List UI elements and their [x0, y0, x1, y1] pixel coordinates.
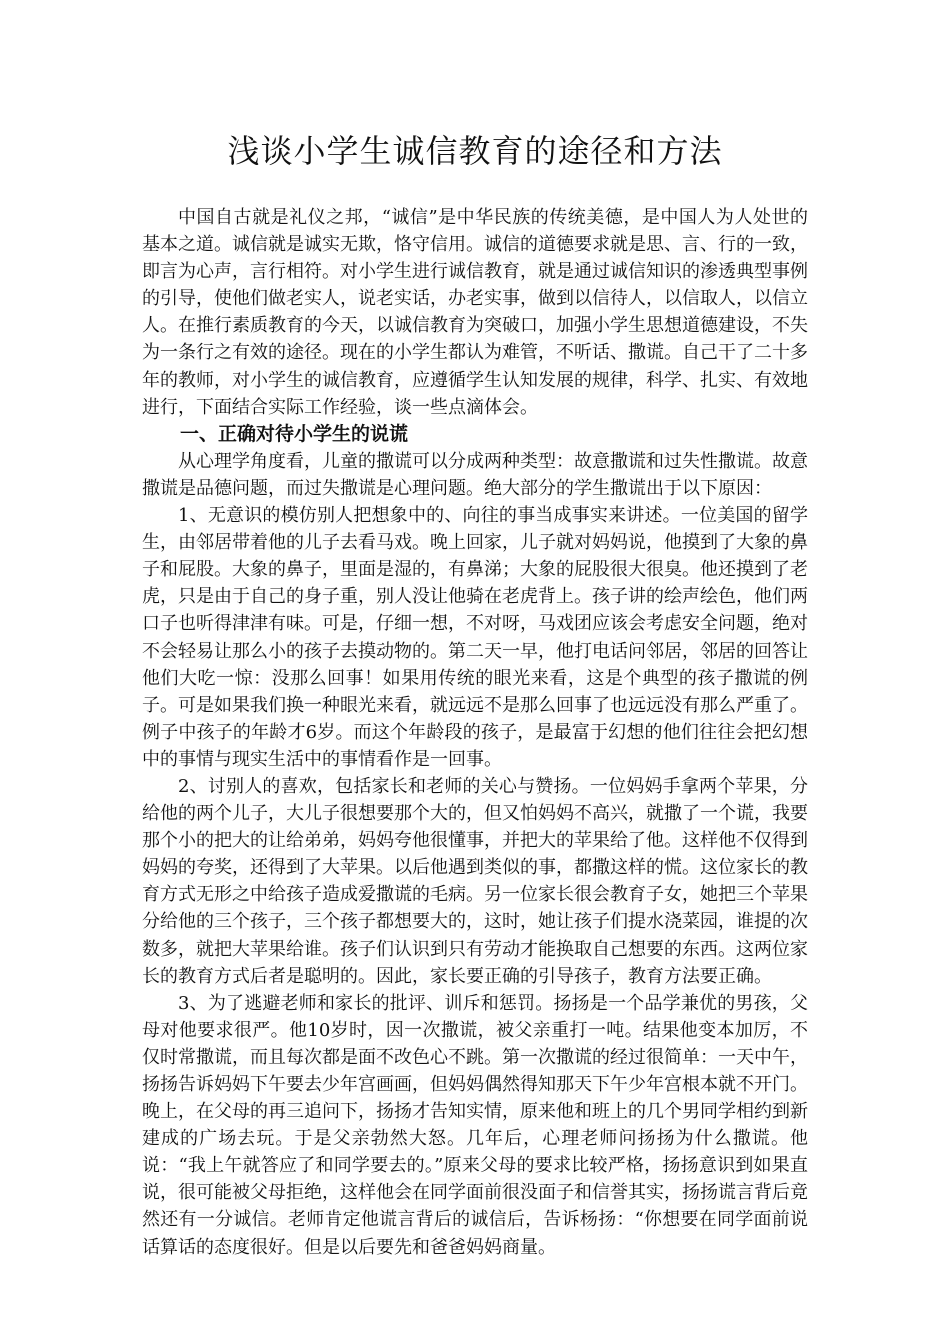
section-paragraph-2: 1、无意识的模仿别人把想象中的、向往的事当成事实来讲述。一位美国的留学生，由邻居带着他的儿子去看马戏。晚上回家，儿子就对妈妈说，他摸到了大象的鼻子和屁股。大象的鼻子，里面是湿的，有鼻涕；大象的屁股很大很臭。他还摸到了老虎，只是由于自己的身子重，别人没让他骑在老虎背上。孩子讲的绘声绘色，他们两口子也听得津津有味。可是，仔细一想，不对呀，马戏团应该会考虑安全问题，绝对不会轻易让那么小的孩子去摸动物的。第二天一早，他打电话问邻居，邻居的回答让他们大吃一惊：没那么回事！如果用传统的眼光来看，这是个典型的孩子撒谎的例子。可是如果我们换一种眼光来看，就远远不是那么回事了也远远没有那么严重了。例子中孩子的年龄才6岁。而这个年龄段的孩子，是最富于幻想的他们往往会把幻想中的事情与现实生活中的事情看作是一回事。: [142, 505, 808, 770]
section-paragraph-1: 从心理学角度看，儿童的撒谎可以分成两种类型：故意撒谎和过失性撒谎。故意撒谎是品德问题，而过失撒谎是心理问题。绝大部分的学生撒谎出于以下原因：: [142, 450, 808, 499]
section-paragraph-4: 3、为了逃避老师和家长的批评、训斥和惩罚。扬扬是一个品学兼优的男孩，父母对他要求很严。他10岁时，因一次撒谎，被父亲重打一吨。结果他变本加厉，不仅时常撒谎，而且每次都是面不改色心不跳。第一次撒谎的经过很简单：一天中午，扬扬告诉妈妈下午要去少年宫画画，但妈妈偶然得知那天下午少年宫根本就不开门。晚上，在父母的再三追问下，扬扬才告知实情，原来他和班上的几个男同学相约到新建成的广场去玩。于是父亲勃然大怒。几年后，心理老师问扬扬为什么撒谎。他说：“我上午就答应了和同学要去的。”原来父母的要求比较严格，扬扬意识到如果直说，很可能被父母拒绝，这样他会在同学面前很没面子和信誉其实，扬扬谎言背后竟然还有一分诚信。老师肯定他谎言背后的诚信后，告诉杨扬：“你想要在同学面前说话算话的态度很好。但是以后要先和爸爸妈妈商量。: [142, 992, 808, 1258]
intro-paragraph: 中国自古就是礼仪之邦，“诚信”是中华民族的传统美德，是中国人为人处世的基本之道。诚信就是诚实无欺，恪守信用。诚信的道德要求就是思、言、行的一致，即言为心声，言行相符。对小学生进行诚信教育，就是通过诚信知识的渗透典型事例的引导，使他们做老实人，说老实话，办老实事，做到以信待人，以信取人，以信立人。在推行素质教育的今天，以诚信教育为突破口，加强小学生思想道德建设，不失为一条行之有效的途径。现在的小学生都认为难管，不听话、撒谎。自己干了二十多年的教师，对小学生的诚信教育，应遵循学生认知发展的规律，科学、扎实、有效地进行，下面结合实际工作经验，谈一些点滴体会。: [142, 207, 808, 418]
document-title: 浅谈小学生诚信教育的途径和方法: [227, 132, 723, 170]
section-heading: 一、正确对待小学生的说谎: [180, 422, 409, 445]
section-paragraph-3: 2、讨别人的喜欢，包括家长和老师的关心与赞扬。一位妈妈手拿两个苹果，分给他的两个儿子，大儿子很想要那个大的，但又怕妈妈不高兴，就撒了一个谎，我要那个小的把大的让给弟弟，妈妈夸他很懂事，并把大的苹果给了他。这样他不仅得到妈妈的夸奖，还得到了大苹果。以后他遇到类似的事，都撒这样的慌。这位家长的教育方式无形之中给孩子造成爱撒谎的毛病。另一位家长很会教育子女，她把三个苹果分给他的三个孩子，三个孩子都想要大的，这时，她让孩子们提水浇菜园，谁提的次数多，就把大苹果给谁。孩子们认识到只有劳动才能换取自己想要的东西。这两位家长的教育方式后者是聪明的。因此，家长要正确的引导孩子，教育方法要正确。: [142, 775, 808, 987]
